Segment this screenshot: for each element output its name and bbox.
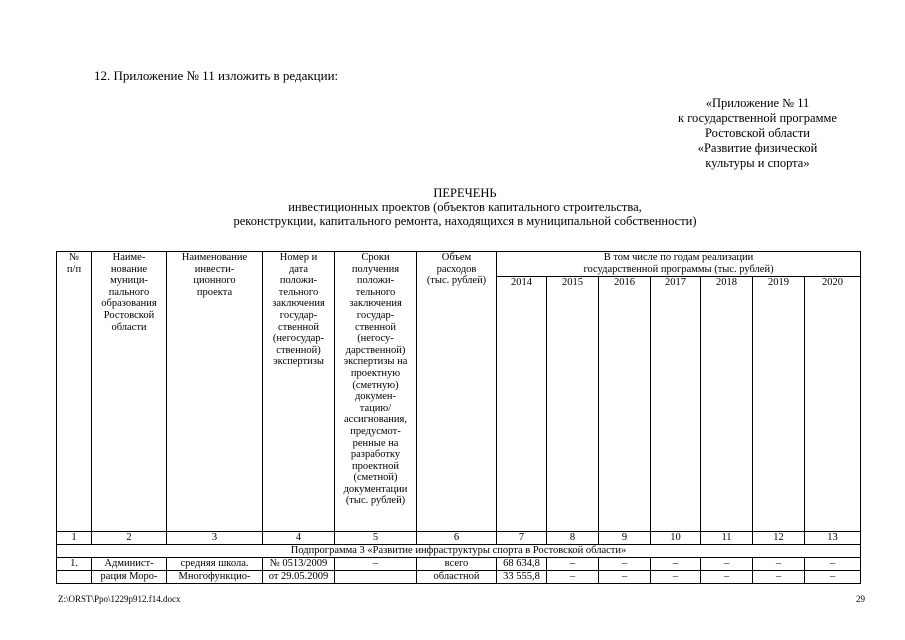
table-cell: – [599,558,651,571]
header-year: 2014 [497,277,547,532]
appendix-line: «Развитие физической [697,141,818,155]
column-number: 2 [92,532,167,545]
column-number: 4 [263,532,335,545]
table-cell: – [753,558,805,571]
page-number: 29 [856,594,865,604]
column-number: 12 [753,532,805,545]
title-heading: ПЕРЕЧЕНЬ [433,186,497,200]
column-number: 3 [167,532,263,545]
table-cell: 33 555,8 [497,571,547,584]
table-cell [57,571,92,584]
header-terms: Сроки получения положи- тельного заключения государ- ственной (негосу- дарственной) экспертизы на проектную (сметную) докумен- тацию/ ассигнования, предусмот- ренные на разработку проектной (сметной) документации (тыс. рублей) [335,252,417,532]
table-cell: Многофункцио- [167,571,263,584]
column-number: 8 [547,532,599,545]
table-cell: Админист- [92,558,167,571]
table-cell: – [651,558,701,571]
header-volume: Объем расходов (тыс. рублей) [417,252,497,532]
header-years-group: В том числе по годам реализации государственной программы (тыс. рублей) [497,252,861,277]
table-cell: – [335,558,417,571]
header-year: 2016 [599,277,651,532]
table-cell: № 0513/2009 [263,558,335,571]
column-number: 9 [599,532,651,545]
table-cell: – [753,571,805,584]
column-number: 6 [417,532,497,545]
appendix-line: «Приложение № 11 [705,96,810,110]
header-row [57,252,861,277]
header-number-date: Номер и дата положи- тельного заключения государ- ственной (негосудар- ственной) экспертизы [263,252,335,532]
column-number: 1 [57,532,92,545]
header-project: Наименование инвести- ционного проекта [167,252,263,532]
appendix-line: культуры и спорта» [705,156,810,170]
header-year: 2015 [547,277,599,532]
footer-file-path: Z:\ORST\Ppo\1229p912.f14.docx [58,594,181,604]
appendix-line: Ростовской области [705,126,810,140]
appendix-caption [640,96,875,171]
subprogram-row [57,545,861,558]
column-number: 5 [335,532,417,545]
table-cell: 1. [57,558,92,571]
table-cell: средняя школа. [167,558,263,571]
header-year: 2019 [753,277,805,532]
column-number: 10 [651,532,701,545]
appendix-line: к государственной программе [678,111,837,125]
header-no: № п/п [57,252,92,532]
table-cell: – [599,571,651,584]
table-row [57,558,861,571]
column-number-row [57,532,861,545]
table-cell: всего [417,558,497,571]
table-cell: – [805,558,861,571]
table-cell: от 29.05.2009 [263,571,335,584]
table-cell: областной [417,571,497,584]
table-cell: рация Моро- [92,571,167,584]
table-cell: – [547,558,599,571]
header-year: 2020 [805,277,861,532]
table-cell: – [651,571,701,584]
table-cell: – [701,571,753,584]
column-number: 11 [701,532,753,545]
subprogram-title: Подпрограмма 3 «Развитие инфраструктуры спорта в Ростовской области» [57,545,861,558]
header-year: 2018 [701,277,753,532]
table-cell: – [805,571,861,584]
table-cell [335,571,417,584]
header-year: 2017 [651,277,701,532]
title-line: инвестиционных проектов (объектов капитального строительства, [288,200,642,214]
projects-table [56,251,861,584]
header-municipality: Наиме- нование муници- пального образования Ростовской области [92,252,167,532]
table-cell: 68 634,8 [497,558,547,571]
title-line: реконструкции, капитального ремонта, находящихся в муниципальной собственности) [233,214,697,228]
table-row [57,571,861,584]
column-number: 13 [805,532,861,545]
column-number: 7 [497,532,547,545]
table-cell: – [701,558,753,571]
document-title [90,186,840,228]
intro-paragraph: 12. Приложение № 11 изложить в редакции: [94,68,339,83]
table-cell: – [547,571,599,584]
